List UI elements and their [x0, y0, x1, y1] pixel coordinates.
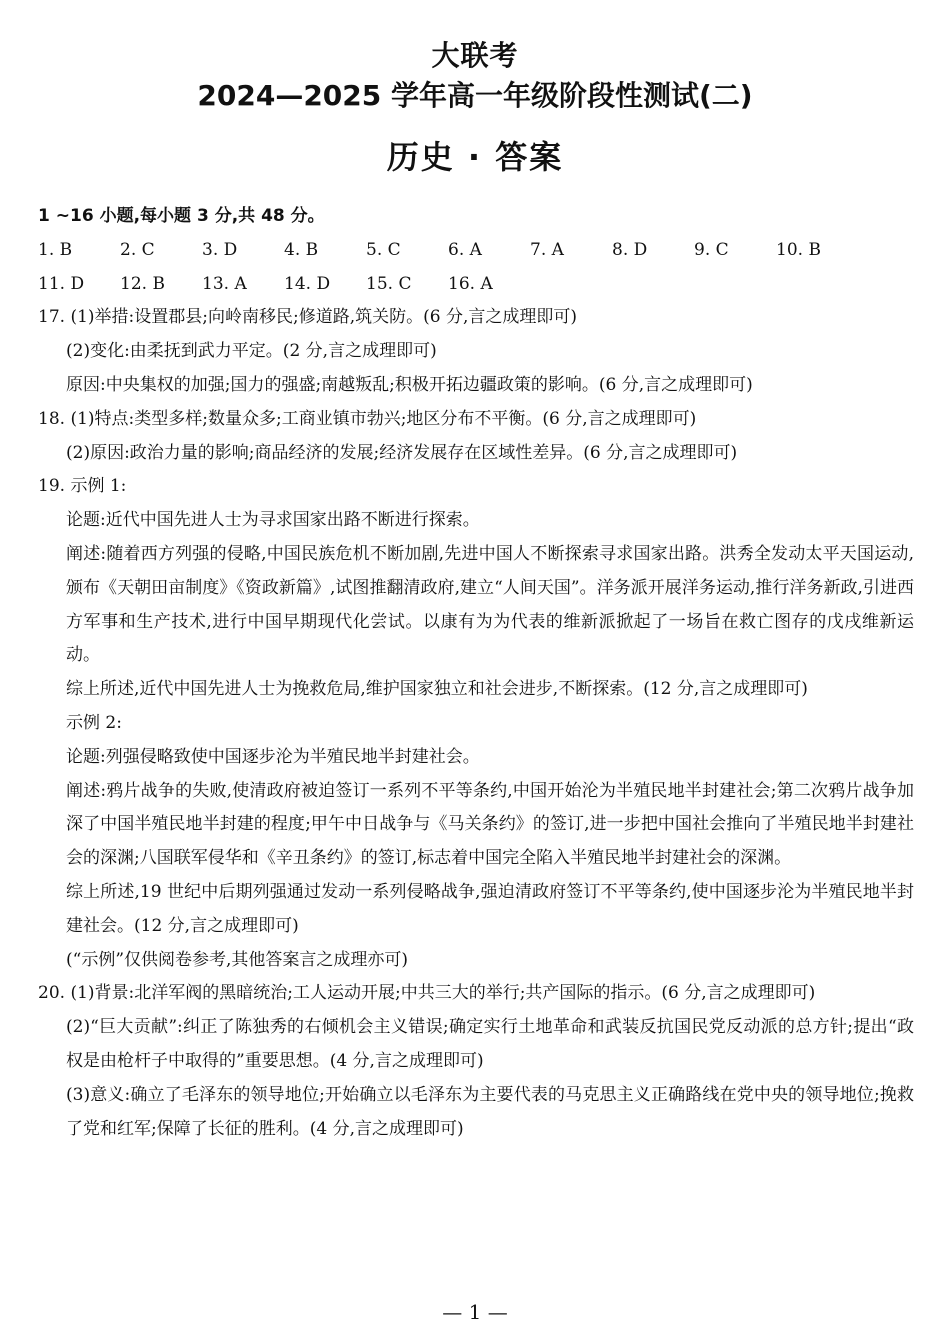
q17-part1: 17. (1)举措:设置郡县;向岭南移民;修道路,筑关防。(6 分,言之成理即可): [38, 307, 577, 328]
mc-intro: 1 ~16 小题,每小题 3 分,共 48 分。: [38, 206, 325, 226]
q19-example1-body: 阐述:随着西方列强的侵略,中国民族危机不断加剧,先进中国人不断探索寻求国家出路。洪秀全发动太平天国运动,颁布《天朝田亩制度》《资政新篇》,试图推翻清政府,建立“人间天国”。洋务派开展洋务运动,推行洋务新政,引进西方军事和生产技术,进行中国早期现代化尝试。以康有为为代表的维新派掀起了一场旨在救亡图存的戊戌维新运动。: [66, 543, 914, 666]
q19-example1-heading: 19. 示例 1:: [38, 476, 127, 497]
mc-answer: 4. B: [284, 239, 319, 260]
mc-answer: 8. D: [612, 239, 648, 260]
exam-title: 2024—2025 学年高一年级阶段性测试(二): [197, 79, 753, 112]
mc-answer: 2. C: [120, 239, 155, 260]
q20-part1: 20. (1)背景:北洋军阀的黑暗统治;工人运动开展;中共三大的举行;共产国际的指示。(6 分,言之成理即可): [38, 983, 816, 1004]
organizer-title: 大联考: [431, 39, 519, 72]
q19-note: (“示例”仅供阅卷参考,其他答案言之成理亦可): [66, 949, 409, 970]
q19-example2-summary: 综上所述,19 世纪中后期列强通过发动一系列侵略战争,强迫清政府签订不平等条约,使中国逐步沦为半殖民地半封建社会。(12 分,言之成理即可): [66, 881, 914, 936]
q18-part1: 18. (1)特点:类型多样;数量众多;工商业镇市勃兴;地区分布不平衡。(6 分,言之成理即可): [38, 408, 697, 429]
q17-part2: (2)变化:由柔抚到武力平定。(2 分,言之成理即可): [66, 341, 437, 362]
mc-answer: 13. A: [202, 273, 247, 294]
q19-example2-body: 阐述:鸦片战争的失败,使清政府被迫签订一系列不平等条约,中国开始沦为半殖民地半封建社会;第二次鸦片战争加深了中国半殖民地半封建的程度;甲午中日战争与《马关条约》的签订,进一步把中国社会推向了半殖民地半封建社会的深渊;八国联军侵华和《辛丑条约》的签订,标志着中国完全陷入半殖民地半封建社会的深渊。: [66, 780, 914, 869]
q19-example2-heading: 示例 2:: [66, 712, 122, 733]
mc-answer: 6. A: [448, 239, 482, 260]
mc-answer: 16. A: [448, 273, 493, 294]
mc-answers-row-1: [38, 234, 914, 268]
mc-answer: 7. A: [530, 239, 564, 260]
subject-title: 历史 · 答案: [386, 138, 564, 176]
mc-answer: 14. D: [284, 273, 331, 294]
page-number: — 1 —: [442, 1300, 508, 1324]
q19-example2-thesis: 论题:列强侵略致使中国逐步沦为半殖民地半封建社会。: [66, 746, 480, 767]
mc-answer: 1. B: [38, 239, 73, 260]
answer-content: [38, 200, 914, 1146]
mc-answer: 5. C: [366, 239, 401, 260]
mc-answers-row-2: [38, 268, 914, 302]
q19-example1-summary: 综上所述,近代中国先进人士为挽救危局,维护国家独立和社会进步,不断探索。(12 分,言之成理即可): [66, 679, 808, 700]
mc-answer: 9. C: [694, 239, 729, 260]
q20-part3: (3)意义:确立了毛泽东的领导地位;开始确立以毛泽东为主要代表的马克思主义正确路线在党中央的领导地位;挽救了党和红军;保障了长征的胜利。(4 分,言之成理即可): [66, 1084, 914, 1139]
mc-answer: 3. D: [202, 239, 238, 260]
mc-answer: 11. D: [38, 273, 85, 294]
q20-part2: (2)“巨大贡献”:纠正了陈独秀的右倾机会主义错误;确定实行土地革命和武装反抗国民党反动派的总方针;提出“政权是由枪杆子中取得的”重要思想。(4 分,言之成理即可): [66, 1017, 914, 1071]
mc-answer: 12. B: [120, 273, 165, 294]
q17-reason: 原因:中央集权的加强;国力的强盛;南越叛乱;积极开拓边疆政策的影响。(6 分,言之成理即可): [66, 374, 753, 395]
q19-example1-thesis: 论题:近代中国先进人士为寻求国家出路不断进行探索。: [66, 510, 480, 531]
q18-part2: (2)原因:政治力量的影响;商品经济的发展;经济发展存在区域性差异。(6 分,言之成理即可): [66, 442, 738, 463]
mc-answer: 10. B: [776, 239, 821, 260]
mc-answer: 15. C: [366, 273, 412, 294]
